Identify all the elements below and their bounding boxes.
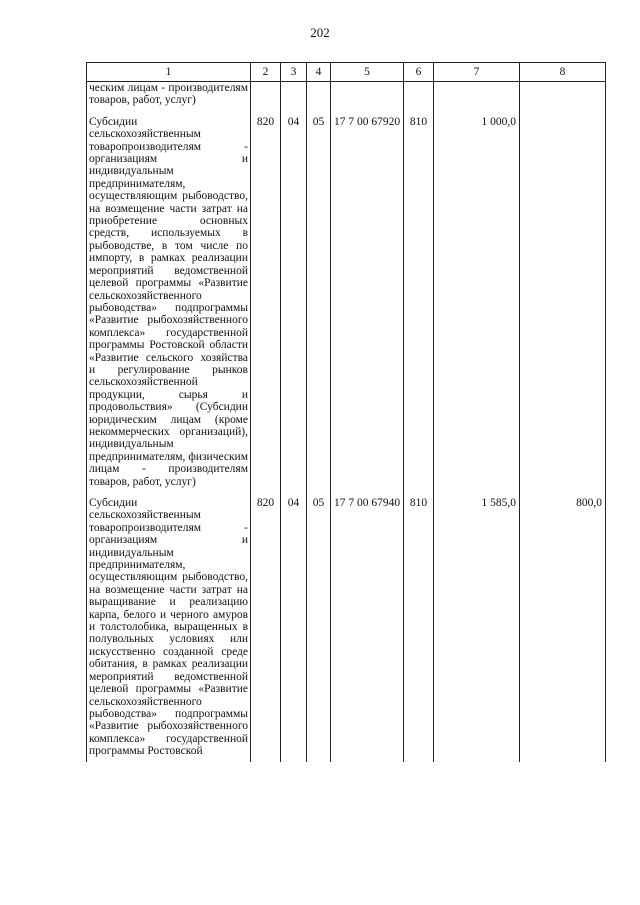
row-ministry xyxy=(251,82,281,111)
row-ministry: 820 xyxy=(251,492,281,762)
row-section: 04 xyxy=(281,111,307,492)
row-subsection: 05 xyxy=(307,492,331,762)
row-section xyxy=(281,82,307,111)
row-amount-2016: 1 585,0 xyxy=(434,492,520,762)
row-amount-2017 xyxy=(520,111,606,492)
row-target-article: 17 7 00 67920 xyxy=(331,111,404,492)
budget-table xyxy=(86,62,606,762)
row-target-article xyxy=(331,82,404,111)
row-description: Субсидии сельскохозяйственным товаропроизводителям - организациям и индивидуальным предпринимателям, осуществляющим рыбоводство, на возмещение части затрат на приобретение основных средств, используемых в рыбоводстве, в том числе по импорту, в рамках реализации мероприятий ведомственной целевой программы «Развитие сельскохозяйственного рыбоводства» подпрограммы «Развитие рыбохозяйственного комплекса» государственной программы Ростовской области «Развитие сельского хозяйства и регулирование рынков сельскохозяйственной продукции, сырья и продовольствия» (Субсидии юридическим лицам (кроме некоммерческих организаций), индивидуальным предпринимателям, физическим лицам - производителям товаров, работ, услуг) xyxy=(87,111,251,492)
header-col-4: 4 xyxy=(307,63,331,82)
table-row xyxy=(87,492,606,762)
row-expense-type: 810 xyxy=(404,492,434,762)
row-subsection xyxy=(307,82,331,111)
header-col-8: 8 xyxy=(520,63,606,82)
table-header xyxy=(87,63,606,82)
header-col-1: 1 xyxy=(87,63,251,82)
row-amount-2017 xyxy=(520,82,606,111)
row-amount-2017: 800,0 xyxy=(520,492,606,762)
page-number: 202 xyxy=(310,25,330,40)
header-col-2: 2 xyxy=(251,63,281,82)
row-description: ческим лицам - производителям товаров, работ, услуг) xyxy=(87,82,251,111)
header-row xyxy=(87,63,606,82)
row-amount-2016 xyxy=(434,82,520,111)
row-section: 04 xyxy=(281,492,307,762)
row-amount-2016: 1 000,0 xyxy=(434,111,520,492)
table-row xyxy=(87,111,606,492)
row-expense-type xyxy=(404,82,434,111)
row-target-article: 17 7 00 67940 xyxy=(331,492,404,762)
header-col-7: 7 xyxy=(434,63,520,82)
row-subsection: 05 xyxy=(307,111,331,492)
table-row xyxy=(87,82,606,111)
header-col-3: 3 xyxy=(281,63,307,82)
header-col-6: 6 xyxy=(404,63,434,82)
row-description: Субсидии сельскохозяйственным товаропроизводителям - организациям и индивидуальным предпринимателям, осуществляющим рыбоводство, на возмещение части затрат на выращивание и реализацию карпа, белого и черного амуров и толстолобика, выращенных в полувольных условиях или искусственно созданной среде обитания, в рамках реализации мероприятий ведомственной целевой программы «Развитие сельскохозяйственного рыбоводства» подпрограммы «Развитие рыбохозяйственного комплекса» государственной программы Ростовской xyxy=(87,492,251,762)
header-col-5: 5 xyxy=(331,63,404,82)
row-expense-type: 810 xyxy=(404,111,434,492)
row-ministry: 820 xyxy=(251,111,281,492)
